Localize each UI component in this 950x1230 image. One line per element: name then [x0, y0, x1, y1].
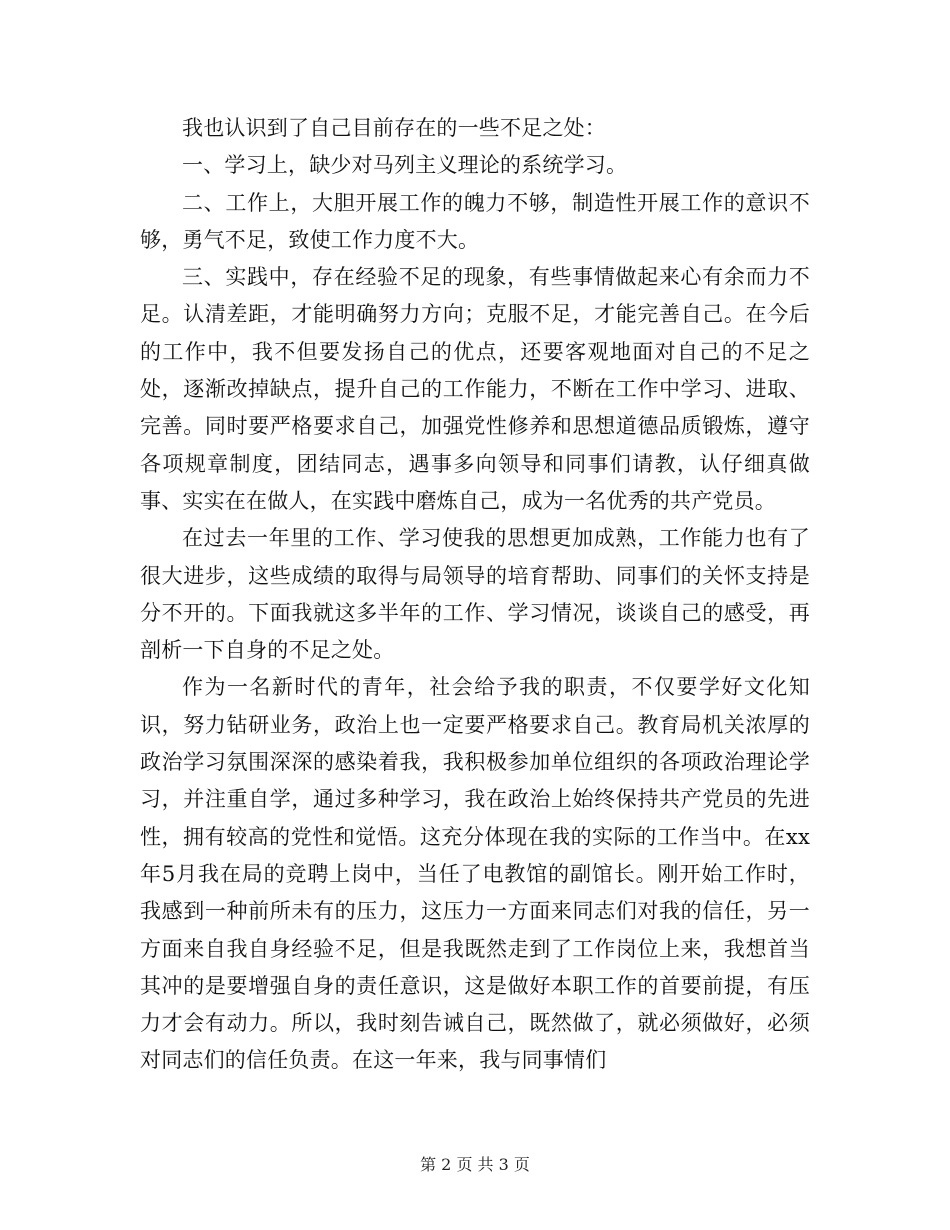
paragraph-new-era-youth: 作为一名新时代的青年，社会给予我的职责，不仅要学好文化知识，努力钻研业务，政治上也一定要严格要求自己。教育局机关浓厚的政治学习氛围深深的感染着我，我积极参加单位组织的各项政治理论学习，并注重自学，通过多种学习，我在政治上始终保持共产党员的先进性，拥有较高的党性和觉悟。这充分体现在我的实际的工作当中。在xx年5月我在局的竞聘上岗中，当任了电教馆的副馆长。刚开始工作时，我感到一种前所未有的压力，这压力一方面来同志们对我的信任，另一方面来自我自身经验不足，但是我既然走到了工作岗位上来，我想首当其冲的是要增强自身的责任意识，这是做好本职工作的首要前提，有压力才会有动力。所以，我时刻告诫自己，既然做了，就必须做好，必须对同志们的信任负责。在这一年来，我与同事情们 — [140, 675, 810, 1073]
paragraph-work: 二、工作上，大胆开展工作的魄力不够，制造性开展工作的意识不够，勇气不足，致使工作力度不大。 — [140, 190, 810, 252]
paragraph-past-year: 在过去一年里的工作、学习使我的思想更加成熟，工作能力也有了很大进步，这些成绩的取得与局领导的培育帮助、同事们的关怀支持是分不开的。下面我就这多半年的工作、学习情况，谈谈自己的感受，再剖析一下自身的不足之处。 — [140, 526, 810, 663]
document-body — [140, 110, 810, 1080]
paragraph-study: 一、学习上，缺少对马列主义理论的系统学习。 — [182, 153, 628, 178]
paragraph-practice: 三、实践中，存在经验不足的现象，有些事情做起来心有余而力不足。认清差距，才能明确努力方向；克服不足，才能完善自己。在今后的工作中，我不但要发扬自己的优点，还要客观地面对自己的不足之处，逐渐改掉缺点，提升自己的工作能力，不断在工作中学习、进取、完善。同时要严格要求自己，加强党性修养和思想道德品质锻炼，遵守各项规章制度，团结同志，遇事多向领导和同事们请教，认仔细真做事、实实在在做人，在实践中磨炼自己，成为一名优秀的共产党员。 — [140, 265, 810, 513]
page-number-footer: 第 2 页 共 3 页 — [420, 1155, 530, 1174]
paragraph-shortcomings-intro: 我也认识到了自己目前存在的一些不足之处： — [182, 116, 606, 140]
